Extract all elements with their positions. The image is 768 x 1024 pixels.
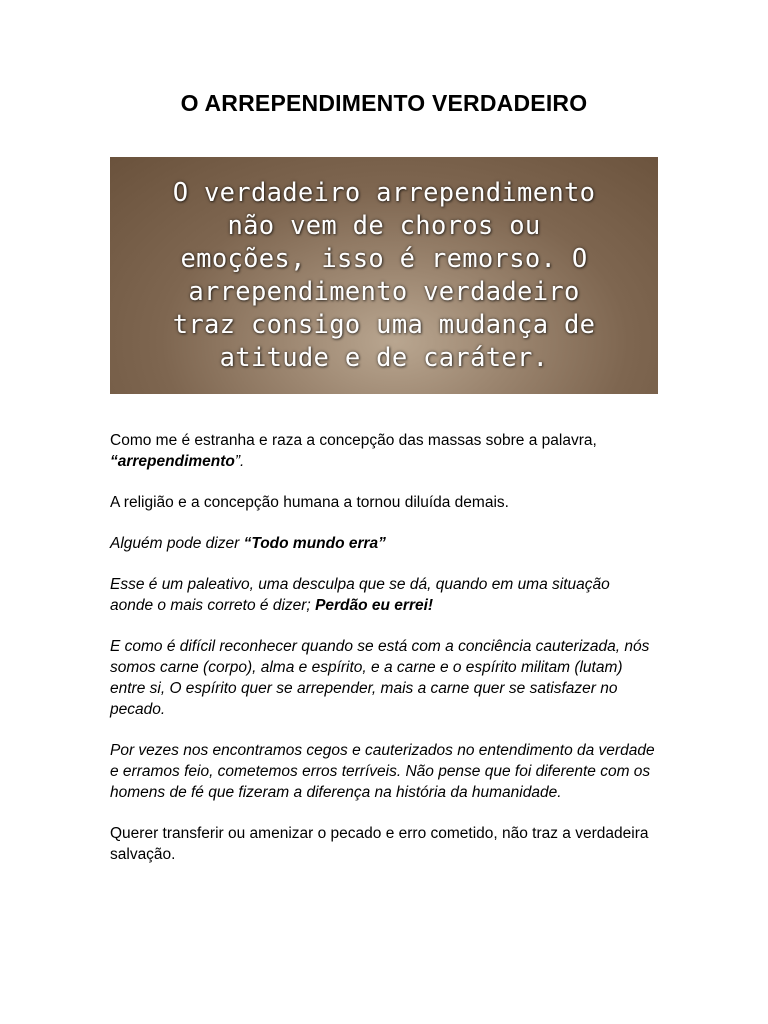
document-body: [110, 430, 655, 885]
paragraph-3-text: Alguém pode dizer: [110, 535, 244, 552]
paragraph-7: Querer transferir ou amenizar o pecado e erro cometido, não traz a verdadeira salvação.: [110, 825, 649, 863]
paragraph-2: A religião e a concepção humana a tornou diluída demais.: [110, 494, 509, 511]
paragraph-1-closing: ”.: [234, 453, 245, 470]
paragraph-1-emphasis: “arrependimento: [110, 453, 235, 470]
paragraph-3-emphasis: “Todo mundo erra”: [243, 535, 386, 552]
quote-image-text: O verdadeiro arrependimento não vem de choros ou emoções, isso é remorso. O arrependimento verdadeiro traz consigo uma mudança de atitude e de caráter.: [172, 177, 596, 373]
paragraph-4-text: Esse é um paleativo, uma desculpa que se dá, quando em uma situação aonde o mais correto é dizer;: [110, 576, 610, 614]
paragraph-1: [110, 430, 655, 472]
paragraph-3: [110, 533, 655, 554]
paragraph-4: [110, 574, 655, 616]
paragraph-1-text: Como me é estranha e raza a concepção das massas sobre a palavra,: [110, 432, 597, 449]
paragraph-6: Por vezes nos encontramos cegos e cauterizados no entendimento da verdade e erramos feio, cometemos erros terríveis. Não pense que foi diferente com os homens de fé que fizeram a diferença na história da humanidade.: [110, 742, 655, 801]
paragraph-4-emphasis: Perdão eu errei!: [315, 597, 434, 614]
paragraph-5: E como é difícil reconhecer quando se está com a conciência cauterizada, nós somos carne (corpo), alma e espírito, e a carne e o espírito militam (lutam) entre si, O espírito quer se arrepender, mais a carne quer se satisfazer no pecado.: [110, 638, 650, 718]
quote-image: [110, 157, 658, 394]
document-title: O ARREPENDIMENTO VERDADEIRO: [180, 90, 588, 116]
